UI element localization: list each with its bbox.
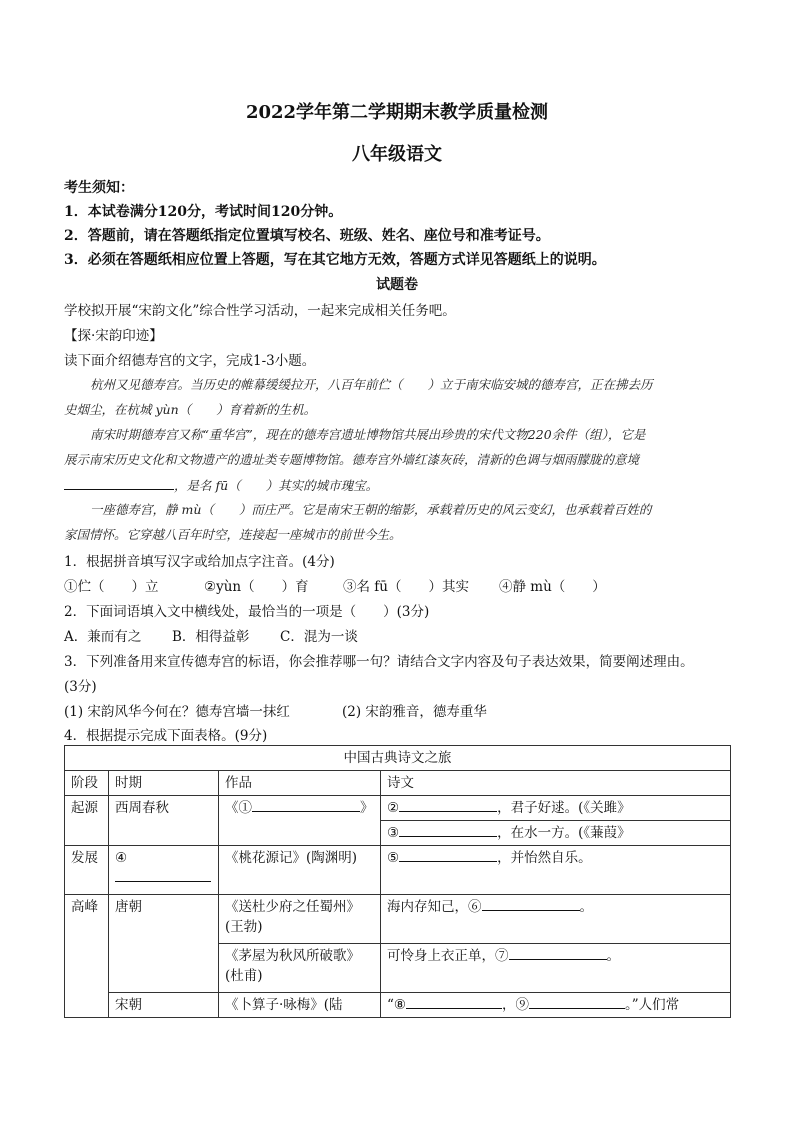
table-header-row <box>65 771 731 796</box>
table-cell <box>381 993 731 1018</box>
table-header: 作品 <box>219 771 381 796</box>
table-cell <box>219 895 381 944</box>
passage-line: 一座德寿宫，静 mù（ ）而庄严。它是南宋王朝的缩影，承载着历史的风云变幻，也承载着百姓的 <box>90 502 652 517</box>
exam-subtitle: 八年级语文 <box>352 144 442 165</box>
answer-blank[interactable] <box>64 475 174 490</box>
q1-item: ②yùn（ ）育 <box>204 579 309 595</box>
notice-heading: 考生须知： <box>64 180 134 196</box>
answer-blank[interactable] <box>399 823 497 837</box>
cell-text: ⑤ <box>387 850 400 866</box>
answer-blank[interactable] <box>399 848 497 862</box>
table-row <box>65 846 731 895</box>
answer-blank[interactable] <box>482 897 580 911</box>
cell-text: ② <box>387 800 400 816</box>
cell-text: ④ <box>115 850 128 866</box>
table-cell <box>219 796 381 846</box>
notice-item: 3．必须在答题纸相应位置上答题，写在其它地方无效，答题方式详见答题纸上的说明。 <box>64 252 606 268</box>
cell-text: 。 <box>579 899 593 915</box>
table-cell <box>381 796 731 821</box>
table-cell <box>219 944 381 993</box>
cell-text: ，并怡然自乐。 <box>497 850 592 866</box>
table-cell <box>381 821 731 846</box>
table-cell <box>381 944 731 993</box>
cell-text: 《送杜少府之任蜀州》 <box>225 899 360 915</box>
cell-text: ，⑨ <box>502 997 530 1013</box>
table-row <box>65 993 731 1018</box>
passage-line: 家国情怀。它穿越八百年时空，连接起一座城市的前世今生。 <box>64 527 402 542</box>
passage-text: ，是名 fū（ ）其实的城市瑰宝。 <box>174 478 379 493</box>
table-cell: 发展 <box>65 846 109 895</box>
table-row <box>65 895 731 944</box>
table-cell <box>381 846 731 895</box>
table-caption: 中国古典诗文之旅 <box>65 746 731 771</box>
passage-line: 史烟尘，在杭城 yùn（ ）育着新的生机。 <box>64 402 317 417</box>
cell-text: ③ <box>387 825 400 841</box>
table-header: 阶段 <box>65 771 109 796</box>
table-cell: 《卜算子·咏梅》(陆 <box>219 993 381 1018</box>
passage-line <box>64 475 378 494</box>
table-cell: 高峰 <box>65 895 109 1018</box>
question-1-stem: 1．根据拼音填写汉字或给加点字注音。(4分) <box>64 554 335 570</box>
cell-text: 。”人们常 <box>625 997 680 1013</box>
table-header: 诗文 <box>381 771 731 796</box>
read-instruction: 读下面介绍德寿宫的文字，完成1-3小题。 <box>64 353 316 369</box>
intro-text: 学校拟开展“宋韵文化”综合性学习活动，一起来完成相关任务吧。 <box>64 303 456 319</box>
cell-text: 》 <box>360 800 374 816</box>
section-title: 试题卷 <box>376 277 418 293</box>
q2-option: B．相得益彰 <box>172 629 250 645</box>
cell-text: “⑧ <box>387 997 407 1013</box>
q1-item: ③名 fū（ ）其实 <box>343 579 469 595</box>
answer-blank[interactable] <box>252 798 360 812</box>
poetry-table <box>64 745 731 1018</box>
cell-text: 《① <box>225 800 252 816</box>
cell-text: 。 <box>606 948 620 964</box>
q3-option: (1) 宋韵风华今何在？德寿宫墙一抹红 <box>64 704 290 720</box>
q1-item: ④静 mù（ ） <box>499 579 606 595</box>
table-cell: 《桃花源记》(陶渊明) <box>219 846 381 895</box>
table-row <box>65 796 731 821</box>
table-cell <box>109 846 219 895</box>
cell-text: 《茅屋为秋风所破歌》 <box>225 948 360 964</box>
question-2-stem: 2．下面词语填入文中横线处，最恰当的一项是（ ）(3分) <box>64 604 430 620</box>
question-4-stem: 4．根据提示完成下面表格。(9分) <box>64 728 268 744</box>
cell-text: (王勃) <box>225 919 263 935</box>
notice-item: 1．本试卷满分120分，考试时间120分钟。 <box>64 204 343 220</box>
part-title: 【探·宋韵印迹】 <box>64 328 163 344</box>
cell-text: 可怜身上衣正单，⑦ <box>387 948 509 964</box>
answer-blank[interactable] <box>406 995 502 1009</box>
passage-line: 杭州又见德寿宫。当历史的帷幕缓缓拉开，八百年前伫（ ）立于南宋临安城的德寿宫，正在拂去历 <box>90 377 653 392</box>
table-cell: 西周春秋 <box>109 796 219 846</box>
question-3-stem: 3．下列准备用来宣传德寿宫的标语，你会推荐哪一句？请结合文字内容及句子表达效果，简要阐述理由。 <box>64 654 694 670</box>
passage-line: 展示南宋历史文化和文物遗产的遗址类专题博物馆。德寿宫外墙红漆灰砖，清新的色调与烟雨朦胧的意境 <box>64 452 640 467</box>
q1-item: ①伫（ ）立 <box>64 579 159 595</box>
table-header: 时期 <box>109 771 219 796</box>
table-cell <box>381 895 731 944</box>
cell-text: ，在水一方。(《蒹葭》 <box>497 825 631 841</box>
answer-blank[interactable] <box>115 868 211 882</box>
table-cell: 宋朝 <box>109 993 219 1018</box>
notice-item: 2．答题前，请在答题纸指定位置填写校名、班级、姓名、座位号和准考证号。 <box>64 228 550 244</box>
answer-blank[interactable] <box>529 995 625 1009</box>
cell-text: (杜甫) <box>225 968 263 984</box>
q2-option: A．兼而有之 <box>64 629 142 645</box>
cell-text: 海内存知己，⑥ <box>387 899 482 915</box>
q2-option: C．混为一谈 <box>280 629 358 645</box>
answer-blank[interactable] <box>399 798 497 812</box>
answer-blank[interactable] <box>509 946 607 960</box>
cell-text: ，君子好逑。(《关雎》 <box>497 800 631 816</box>
question-3-score: (3分) <box>64 679 97 695</box>
table-cell: 唐朝 <box>109 895 219 993</box>
passage-line: 南宋时期德寿宫又称“重华宫”，现在的德寿宫遗址博物馆共展出珍贵的宋代文物220余件（组），它是 <box>90 427 646 442</box>
q3-option: (2) 宋韵雅音，德寿重华 <box>342 704 487 720</box>
exam-title: 2022学年第二学期期末教学质量检测 <box>245 102 549 123</box>
table-cell: 起源 <box>65 796 109 846</box>
